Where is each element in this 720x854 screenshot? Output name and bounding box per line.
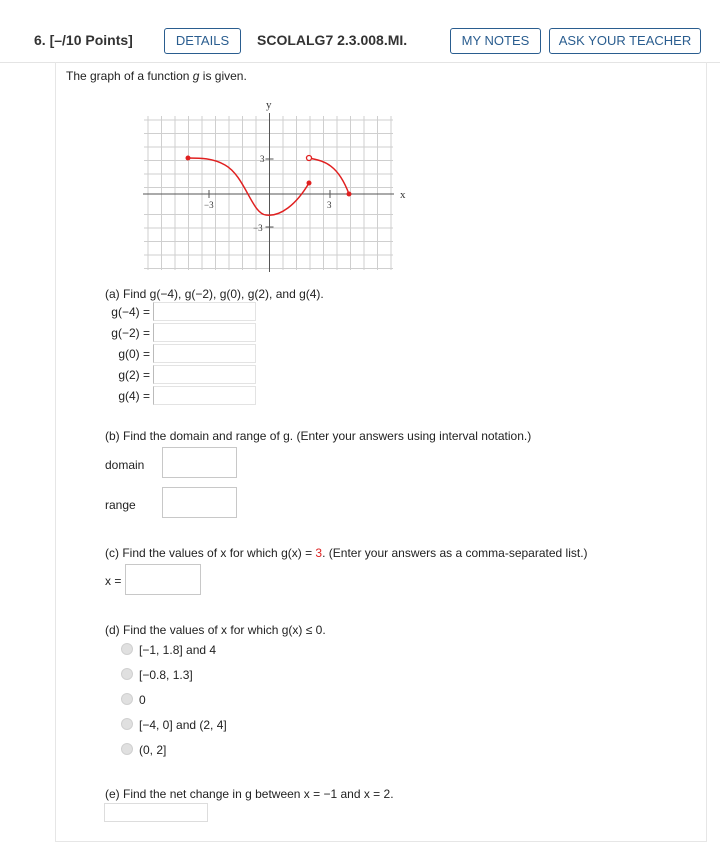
tick-y-neg3: −3: [253, 223, 263, 233]
domain-input[interactable]: [162, 447, 237, 478]
my-notes-button[interactable]: MY NOTES: [450, 28, 541, 54]
question-number: 6. [–/10 Points]: [34, 32, 133, 48]
net-change-input[interactable]: [104, 803, 208, 822]
range-label: range: [105, 498, 136, 512]
option-4-radio[interactable]: [121, 718, 133, 730]
intro-text: The graph of a function g is given.: [66, 69, 247, 83]
y-axis-label: y: [266, 99, 272, 111]
question-header: [0, 0, 720, 63]
g-0-input[interactable]: [153, 344, 256, 363]
curve-right: [309, 158, 349, 194]
g-neg2-label: g(−2) =: [111, 326, 150, 340]
part-b-prompt: (b) Find the domain and range of g. (Enter your answers using interval notation.): [105, 429, 532, 443]
option-2-label: [−0.8, 1.3]: [139, 668, 193, 682]
domain-label: domain: [105, 458, 145, 472]
g-2-label: g(2) =: [118, 368, 150, 382]
g-neg4-label: g(−4) =: [111, 305, 150, 319]
g-4-input[interactable]: [153, 386, 256, 405]
option-3-label: 0: [139, 693, 146, 707]
g-neg4-input[interactable]: [153, 302, 256, 321]
option-4-label: [−4, 0] and (2, 4]: [139, 718, 227, 732]
ask-your-teacher-button[interactable]: ASK YOUR TEACHER: [549, 28, 701, 54]
part-c-prompt: (c) Find the values of x for which g(x) = 3. (Enter your answers as a comma-separated list.): [105, 546, 588, 560]
g-2-input[interactable]: [153, 365, 256, 384]
g-0-label: g(0) =: [118, 347, 150, 361]
x-values-input[interactable]: [125, 564, 201, 595]
g-4-label: g(4) =: [118, 389, 150, 403]
option-3-radio[interactable]: [121, 693, 133, 705]
x-axis-label: x: [400, 189, 406, 201]
part-e-prompt: (e) Find the net change in g between x = −1 and x = 2.: [105, 787, 394, 801]
question-code: SCOLALG7 2.3.008.MI.: [257, 32, 408, 48]
part-d-prompt: (d) Find the values of x for which g(x) ≤ 0.: [105, 623, 326, 637]
part-a-prompt: (a) Find g(−4), g(−2), g(0), g(2), and g(4).: [105, 287, 324, 301]
tick-x-neg3: −3: [204, 200, 214, 210]
details-button[interactable]: DETAILS: [164, 28, 241, 54]
option-1-radio[interactable]: [121, 643, 133, 655]
range-input[interactable]: [162, 487, 237, 518]
g-neg2-input[interactable]: [153, 323, 256, 342]
option-1-label: [−1, 1.8] and 4: [139, 643, 217, 657]
option-5-radio[interactable]: [121, 743, 133, 755]
option-5-label: (0, 2]: [139, 743, 167, 757]
closed-point-right: [347, 192, 352, 197]
tick-y-3: 3: [260, 154, 265, 164]
tick-x-3: 3: [327, 200, 332, 210]
x-label: x =: [105, 574, 122, 588]
closed-point-mid: [307, 181, 312, 186]
function-graph: [140, 96, 410, 276]
closed-point-left: [186, 156, 191, 161]
open-point: [307, 156, 312, 161]
option-2-radio[interactable]: [121, 668, 133, 680]
